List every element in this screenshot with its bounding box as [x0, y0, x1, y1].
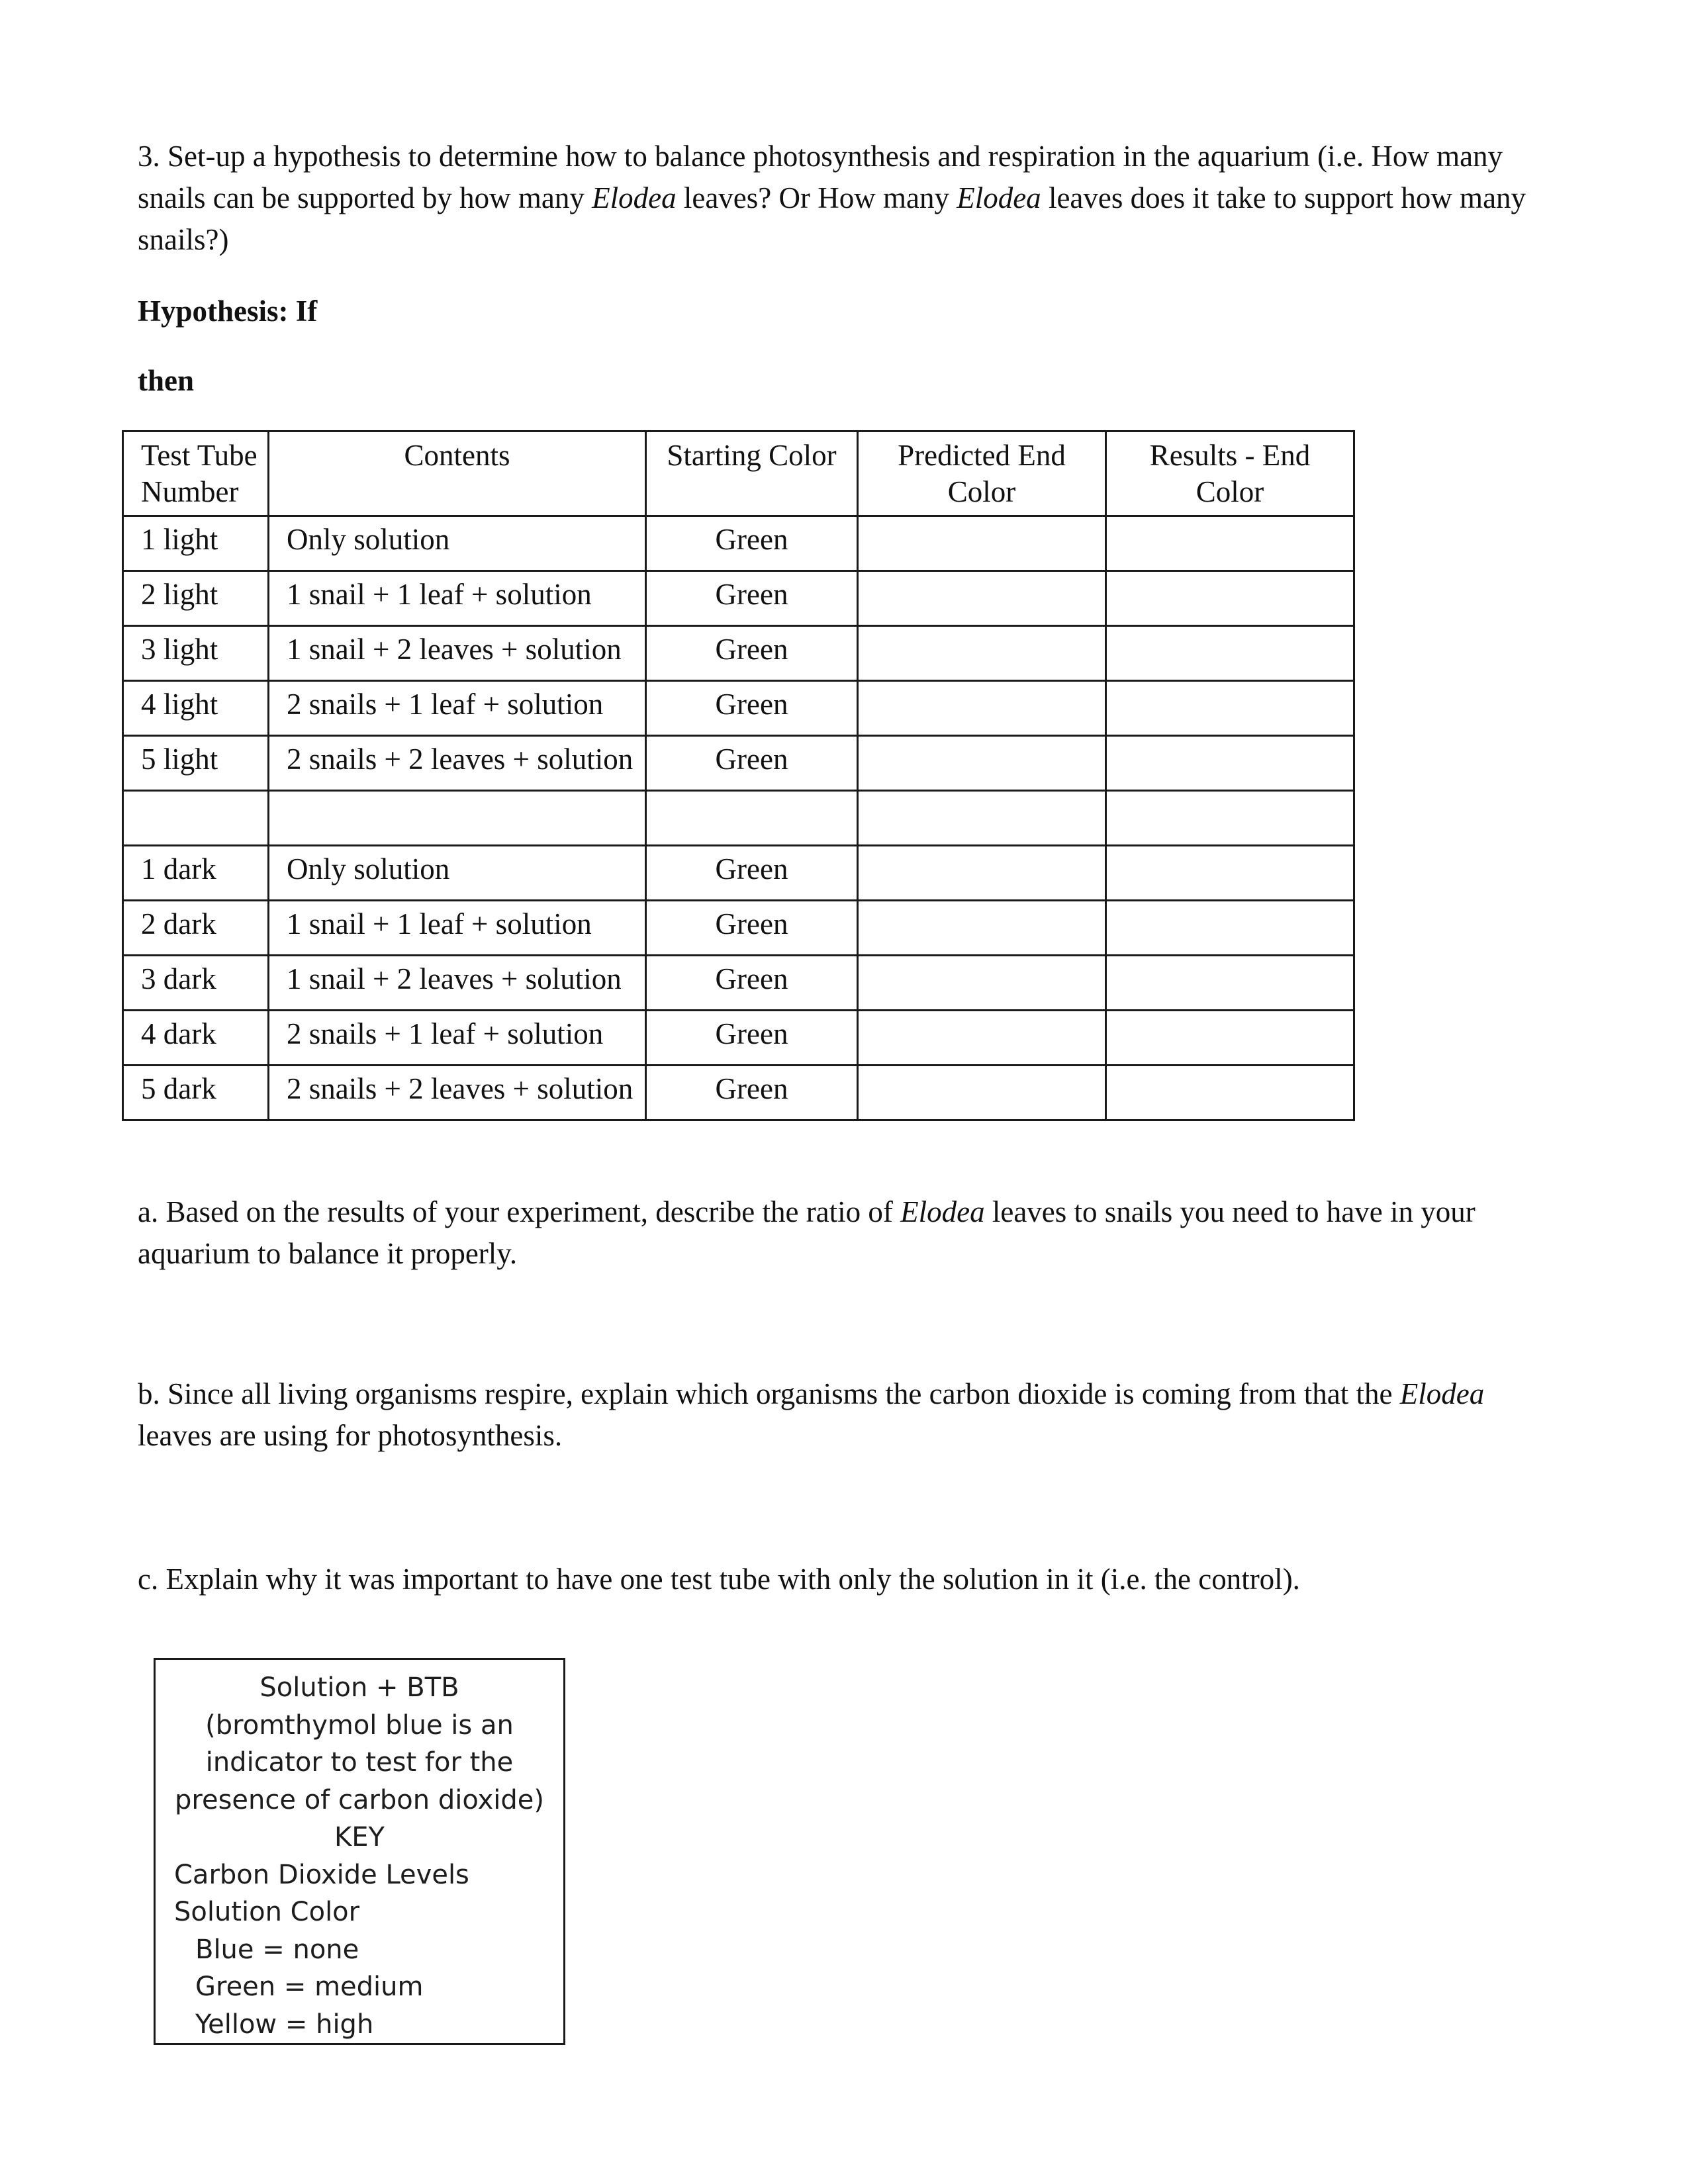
cell-test-tube — [123, 791, 269, 846]
question-3-part3: leaves does it take to support how many snails?) — [138, 181, 1526, 256]
table-header-row — [123, 432, 1354, 516]
cell-results-end-color — [1106, 846, 1354, 901]
cell-starting-color: Green — [646, 1011, 858, 1066]
question-3-part2: leaves? Or How many — [676, 181, 957, 214]
cell-test-tube: 2 light — [123, 571, 269, 626]
header-predicted-end-color: Predicted End Color — [858, 432, 1106, 516]
cell-starting-color: Green — [646, 681, 858, 736]
table-row — [123, 791, 1354, 846]
cell-results-end-color — [1106, 901, 1354, 956]
table-row — [123, 516, 1354, 571]
cell-results-end-color — [1106, 791, 1354, 846]
cell-test-tube: 1 dark — [123, 846, 269, 901]
elodea-term: Elodea — [900, 1195, 985, 1228]
table-row — [123, 901, 1354, 956]
key-blue-entry: Blue = none — [195, 1934, 359, 1965]
key-line-indicator: indicator to test for the — [205, 1747, 514, 1778]
table-row — [123, 736, 1354, 791]
table-row — [123, 1011, 1354, 1066]
cell-contents: 1 snail + 2 leaves + solution — [269, 956, 646, 1011]
question-a — [138, 1191, 1554, 1275]
cell-contents: 1 snail + 1 leaf + solution — [269, 571, 646, 626]
header-contents: Contents — [269, 432, 646, 516]
cell-predicted-end-color — [858, 626, 1106, 681]
cell-contents: 2 snails + 1 leaf + solution — [269, 681, 646, 736]
cell-results-end-color — [1106, 626, 1354, 681]
cell-starting-color: Green — [646, 736, 858, 791]
cell-starting-color — [646, 791, 858, 846]
cell-results-end-color — [1106, 1066, 1354, 1120]
cell-test-tube: 5 light — [123, 736, 269, 791]
cell-results-end-color — [1106, 736, 1354, 791]
table-row — [123, 956, 1354, 1011]
key-green-entry: Green = medium — [195, 1972, 424, 2002]
cell-contents: 2 snails + 2 leaves + solution — [269, 1066, 646, 1120]
cell-test-tube: 4 light — [123, 681, 269, 736]
question-3-part1: 3. Set-up a hypothesis to determine how to balance photosynthesis and respiration in the aquarium (i.e. How many snails can be supported by how many — [138, 140, 1503, 214]
cell-test-tube: 5 dark — [123, 1066, 269, 1120]
cell-predicted-end-color — [858, 791, 1106, 846]
question-3 — [138, 136, 1554, 261]
cell-starting-color: Green — [646, 956, 858, 1011]
cell-predicted-end-color — [858, 956, 1106, 1011]
cell-predicted-end-color — [858, 1011, 1106, 1066]
cell-contents: 1 snail + 1 leaf + solution — [269, 901, 646, 956]
cell-test-tube: 1 light — [123, 516, 269, 571]
key-solution-color-label: Solution Color — [174, 1897, 360, 1927]
key-co2-levels-label: Carbon Dioxide Levels — [174, 1859, 469, 1890]
key-yellow-entry: Yellow = high — [195, 2009, 374, 2040]
results-table — [122, 430, 1355, 1121]
cell-contents: Only solution — [269, 516, 646, 571]
cell-contents — [269, 791, 646, 846]
header-starting-color: Starting Color — [646, 432, 858, 516]
key-heading: KEY — [334, 1822, 385, 1852]
hypothesis-then-label: then — [138, 364, 195, 397]
table-row — [123, 681, 1354, 736]
table-row — [123, 571, 1354, 626]
question-b — [138, 1373, 1554, 1457]
question-a-part2: leaves to snails you need to have in your aquarium to balance it properly. — [138, 1195, 1476, 1270]
cell-predicted-end-color — [858, 1066, 1106, 1120]
table-row — [123, 626, 1354, 681]
table-row — [123, 846, 1354, 901]
cell-contents: 2 snails + 2 leaves + solution — [269, 736, 646, 791]
cell-predicted-end-color — [858, 571, 1106, 626]
hypothesis-if-label: Hypothesis: If — [138, 295, 318, 328]
cell-results-end-color — [1106, 571, 1354, 626]
cell-predicted-end-color — [858, 516, 1106, 571]
cell-test-tube: 3 light — [123, 626, 269, 681]
table-row — [123, 1066, 1354, 1120]
cell-starting-color: Green — [646, 571, 858, 626]
cell-results-end-color — [1106, 516, 1354, 571]
btb-key-box — [154, 1658, 565, 2045]
cell-results-end-color — [1106, 681, 1354, 736]
cell-test-tube: 3 dark — [123, 956, 269, 1011]
header-test-tube-number: Test Tube Number — [123, 432, 269, 516]
key-line-solution-btb: Solution + BTB — [259, 1672, 459, 1703]
cell-predicted-end-color — [858, 736, 1106, 791]
cell-results-end-color — [1106, 956, 1354, 1011]
cell-starting-color: Green — [646, 516, 858, 571]
key-line-bromthymol: (bromthymol blue is an — [205, 1709, 514, 1741]
elodea-term: Elodea — [957, 181, 1041, 214]
question-c: c. Explain why it was important to have one test tube with only the solution in it (i.e. the control). — [138, 1563, 1300, 1596]
question-a-part1: a. Based on the results of your experiment, describe the ratio of — [138, 1195, 901, 1228]
cell-predicted-end-color — [858, 901, 1106, 956]
header-results-end-color: Results - End Color — [1106, 432, 1354, 516]
key-line-presence: presence of carbon dioxide) — [175, 1784, 544, 1815]
cell-predicted-end-color — [858, 681, 1106, 736]
cell-test-tube: 4 dark — [123, 1011, 269, 1066]
question-b-part1: b. Since all living organisms respire, explain which organisms the carbon dioxide is coming from that the — [138, 1377, 1400, 1410]
cell-starting-color: Green — [646, 626, 858, 681]
question-b-part2: leaves are using for photosynthesis. — [138, 1419, 563, 1452]
cell-results-end-color — [1106, 1011, 1354, 1066]
elodea-term: Elodea — [592, 181, 677, 214]
cell-starting-color: Green — [646, 846, 858, 901]
cell-starting-color: Green — [646, 1066, 858, 1120]
cell-contents: Only solution — [269, 846, 646, 901]
cell-starting-color: Green — [646, 901, 858, 956]
cell-contents: 2 snails + 1 leaf + solution — [269, 1011, 646, 1066]
cell-contents: 1 snail + 2 leaves + solution — [269, 626, 646, 681]
cell-predicted-end-color — [858, 846, 1106, 901]
elodea-term: Elodea — [1399, 1377, 1485, 1410]
cell-test-tube: 2 dark — [123, 901, 269, 956]
